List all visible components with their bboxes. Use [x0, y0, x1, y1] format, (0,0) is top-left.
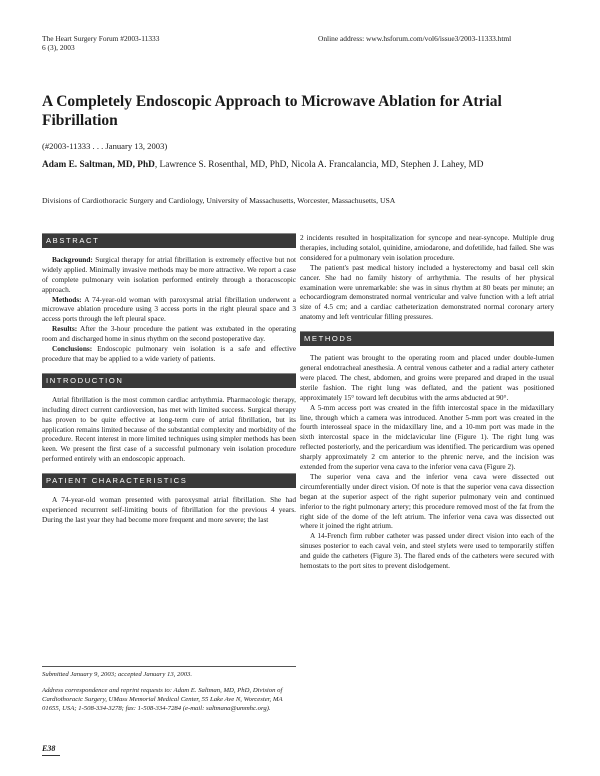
- methods-heading: METHODS: [300, 331, 554, 346]
- running-header-left: [42, 34, 159, 52]
- patient-heading: PATIENT CHARACTERISTICS: [42, 473, 296, 488]
- methods-p4: A 14-French firm rubber catheter was passed under direct vision into each of the sinuses posterior to each caval vein, and steel stylets were used to temporarily stiffen and guide the catheters (Figure 3). The flared ends of the catheters were secured with hemostats to the port sites to prevent dislodgement.: [300, 531, 554, 571]
- affiliation: Divisions of Cardiothoracic Surgery and Cardiology, University of Massachusetts, Worcester, Massachusetts, USA: [42, 196, 396, 205]
- co-authors: , Lawrence S. Rosenthal, MD, PhD, Nicola A. Francalancia, MD, Stephen J. Lahey, MD: [154, 160, 484, 170]
- methods-p2: A 5-mm access port was created in the fifth intercostal space in the midaxillary line, through which a camera was introduced. Another 5-mm port was created in the fourth interosseal space in the midaxillary line, and a 10-mm port was made in the sixth intercostal space in the midclavicular line (Figure 1). The right lung was reflected posteriorly, and the pericardium was identified. The pericardium was opened sharply approximately 2 cm anterior to the phrenic nerve, and the incision was extended from the superior vena cava to the inferior vena cava (Figure 2).: [300, 402, 554, 472]
- author-list: [42, 159, 562, 172]
- methods-p3: The superior vena cava and the inferior vena cava were dissected out circumferentially under direct vision. Of note is that the superior vena cava dissection began at the superior aspect of the right superior pulmonary vein and continued inferior to the right pulmonary artery; this procedure removed most of the fat from the right side of the dome of the left atrium. The inferior vena cava was dissected out where it joined the right atrium.: [300, 471, 554, 531]
- abstract-conclusions: Conclusions: Endoscopic pulmonary vein isolation is a safe and effective procedure that may be applied to a wide variety of patients.: [42, 344, 296, 363]
- left-column: [42, 233, 296, 534]
- introduction-section: [42, 373, 296, 464]
- correspondence-note: Address correspondence and reprint requests to: Adam E. Saltman, MD, PhD, Division of Cardiothoracic Surgery, UMass Memorial Medical Center, 55 Lake Ave N, Worcester, MA 01655, USA; 1-508-334-3278; fax: 1-508-334-7284 (e-mail: saltmana@ummhc.org).: [42, 687, 283, 712]
- patient-text-continued: 2 incidents resulted in hospitalization for syncope and near-syncope. Multiple drug therapies, including sotalol, quinidine, amiodarone, and dofetilide, had failed. She was considered for a pulmonary vein isolation procedure.: [300, 233, 554, 262]
- online-address: Online address: www.hsforum.com/vol6/issue3/2003-11333.html: [318, 34, 512, 43]
- introduction-heading: INTRODUCTION: [42, 373, 296, 388]
- abstract-background: Background: Surgical therapy for atrial fibrillation is extremely effective but not widely applied. Minimally invasive methods may be more attractive. We report a case of complete pulmonary vein isolation performed entirely through a thoracoscopic approach.: [42, 254, 296, 294]
- journal-name: The Heart Surgery Forum #2003-11333: [42, 34, 160, 43]
- right-column: [300, 233, 554, 580]
- page-number: E38: [42, 744, 56, 753]
- patient-text: A 74-year-old woman presented with paroxysmal atrial fibrillation. She had experienced recurrent self-limiting bouts of fibrillation for the previous 4 years. During the last year they had become more frequent and more severe; the last: [42, 495, 296, 524]
- patient-section: [42, 473, 296, 525]
- abstract-methods: Methods: A 74-year-old woman with paroxysmal atrial fibrillation underwent a microwave ablation procedure using 3 access ports in the right pleural space and 3 access ports through the left pleural space.: [42, 294, 296, 324]
- journal-issue: 6 (3), 2003: [42, 43, 75, 52]
- abstract-heading: ABSTRACT: [42, 233, 296, 248]
- methods-p1: The patient was brought to the operating room and placed under double-lumen general endotracheal anesthesia. A central venous catheter and a radial artery catheter were placed. The chest, abdomen, and groins were prepared and draped in the usual sterile fashion. The right lung was deflated, and the patient was positioned approximately 15° toward left decubitus with the arms abducted at 90°.: [300, 353, 554, 402]
- footnote-divider: [42, 666, 296, 667]
- abstract-results: Results: After the 3-hour procedure the patient was extubated in the operating room and discharged home in sinus rhythm on the second postoperative day.: [42, 324, 296, 344]
- lead-author: Adam E. Saltman, MD, PhD: [42, 160, 155, 170]
- abstract-section: [42, 233, 296, 364]
- submission-note: Submitted January 9, 2003; accepted January 13, 2003.: [42, 671, 193, 678]
- introduction-text: Atrial fibrillation is the most common cardiac arrhythmia. Pharmacologic therapy, including direct current cardioversion, has met with limited success. Surgical therapy has proven to be quite effective at long-term cure of atrial fibrillation, but its application remains limited because of the substantial complexity and morbidity of the procedure. Recent interest in more limited techniques using simpler methods has been keen. We present the first case of a successful pulmonary vein isolation procedure performed entirely with an endoscopic approach.: [42, 394, 296, 464]
- article-title: A Completely Endoscopic Approach to Microwave Ablation for Atrial Fibrillation: [42, 93, 502, 129]
- patient-continued: [300, 233, 554, 322]
- methods-section: [300, 331, 554, 571]
- patient-history: The patient's past medical history included a hysterectomy and basal cell skin cancer. She had no family history of arrhythmia. The results of her physical examination were unremarkable: she was in sinus rhythm at 80 beats per minute; an echocardiogram demonstrated normal ventricular and valve function with a left atrial size of 4.5 cm; and a cardiac catheterization demonstrated normal coronary artery anatomy and left ventricular filling pressures.: [300, 262, 554, 322]
- page-number-rule: [42, 755, 60, 756]
- article-id-line: (#2003-11333 . . . January 13, 2003): [42, 141, 168, 151]
